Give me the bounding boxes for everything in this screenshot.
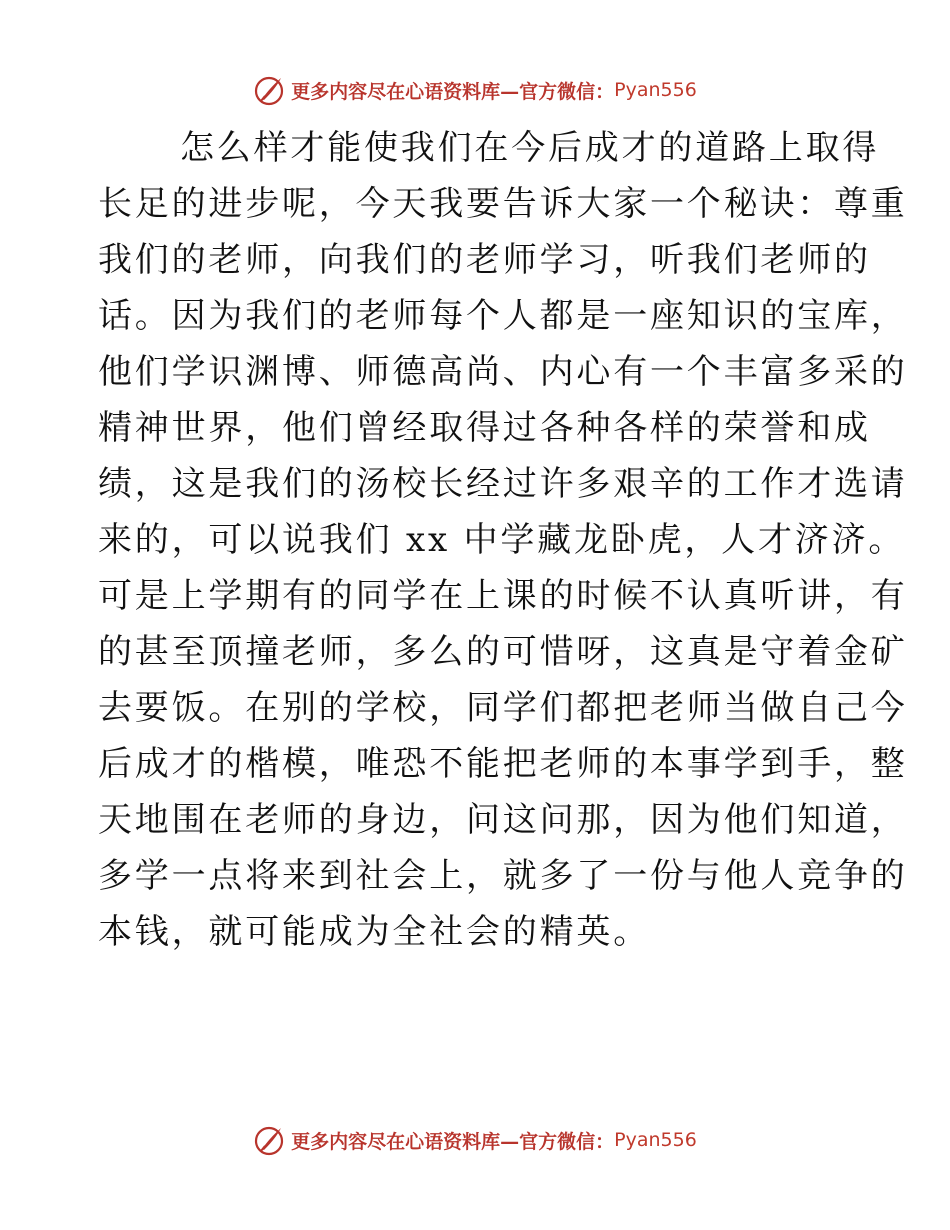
- paragraph-line: 的甚至顶撞老师，多么的可惜呀，这真是守着金矿: [98, 632, 908, 672]
- paragraph-line: 去要饭。在别的学校，同学们都把老师当做自己今: [98, 688, 908, 728]
- paragraph-line: 本钱，就可能成为全社会的精英。: [98, 912, 650, 952]
- paragraph-line: 多学一点将来到社会上，就多了一份与他人竞争的: [98, 856, 908, 896]
- banner-text: 更多内容尽在心语资料库—官方微信：: [291, 80, 615, 103]
- paragraph-line: 可是上学期有的同学在上课的时候不认真听讲，有: [98, 576, 908, 616]
- quill-pen-icon: [253, 74, 285, 106]
- banner-text: 更多内容尽在心语资料库—官方微信：: [291, 1130, 615, 1153]
- paragraph-line: 绩，这是我们的汤校长经过许多艰辛的工作才选请: [98, 464, 908, 504]
- wechat-id: Pyan556: [614, 79, 697, 101]
- paragraph-line: 长足的进步呢，今天我要告诉大家一个秘诀：尊重: [98, 184, 908, 224]
- footer-banner: [0, 1120, 950, 1160]
- paragraph-line: 天地围在老师的身边，问这问那，因为他们知道，: [98, 800, 908, 840]
- paragraph-line: 精神世界，他们曾经取得过各种各样的荣誉和成: [98, 408, 871, 448]
- header-banner: [0, 70, 950, 110]
- paragraph-line: 他们学识渊博、师德高尚、内心有一个丰富多采的: [98, 352, 908, 392]
- wechat-id: Pyan556: [614, 1129, 697, 1151]
- paragraph-line: 我们的老师，向我们的老师学习，听我们老师的: [98, 240, 871, 280]
- paragraph-line: 后成才的楷模，唯恐不能把老师的本事学到手，整: [98, 744, 908, 784]
- quill-pen-icon: [253, 1124, 285, 1156]
- paragraph-line: 怎么样才能使我们在今后成才的道路上取得: [180, 128, 880, 168]
- document-body: [98, 120, 908, 960]
- paragraph-line: 话。因为我们的老师每个人都是一座知识的宝库，: [98, 296, 908, 336]
- paragraph-line: 来的，可以说我们 xx 中学藏龙卧虎，人才济济。: [98, 520, 906, 560]
